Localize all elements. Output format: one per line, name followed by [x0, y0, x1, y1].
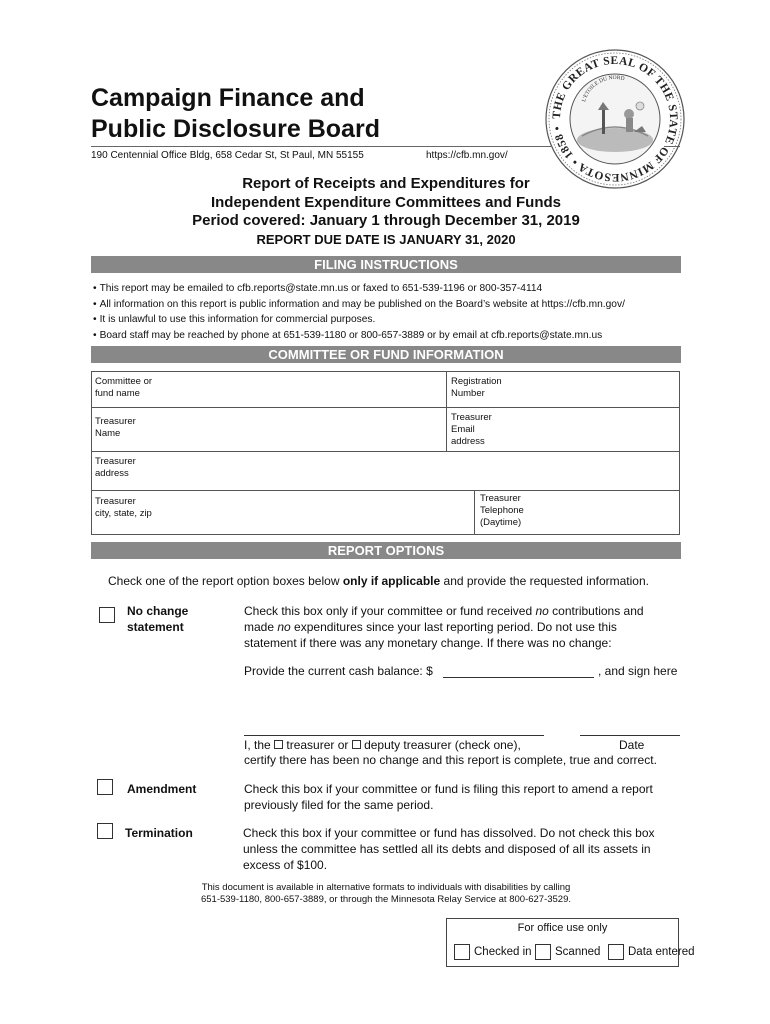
amendment-description: Check this box if your committee or fund is filing this report to amend a report previously filed for the same period. — [244, 782, 653, 812]
office-use-title: For office use only — [517, 922, 608, 934]
due-date: REPORT DUE DATE IS JANUARY 31, 2020 — [256, 232, 516, 247]
treasurer-address-field[interactable] — [180, 454, 676, 487]
checked-in-label: Checked in — [474, 946, 532, 958]
instruction-item: • This report may be emailed to cfb.reports@state.mn.us or faxed to 651-539-1196 or 800-357-4114 — [93, 281, 693, 297]
form-divider — [91, 490, 680, 491]
scanned-checkbox[interactable] — [535, 944, 551, 960]
termination-label: Termination — [125, 826, 193, 840]
date-line[interactable] — [580, 735, 680, 736]
no-change-checkbox[interactable] — [99, 607, 115, 623]
report-title-line1: Report of Receipts and Expenditures for — [242, 175, 530, 192]
form-divider — [91, 451, 680, 452]
committee-name-field[interactable] — [180, 374, 442, 404]
instruction-item: • All information on this report is public information and may be published on the Board’s website at https://cfb.mn.gov/ — [93, 297, 693, 313]
no-change-description: Check this box only if your committee or fund received no contributions and made no expenditures since your last reporting period. Do not use this statement if there was any monetary change. If there was no change: — [244, 604, 644, 650]
treasurer-city-label: Treasurer city, state, zip — [95, 496, 152, 519]
instruction-item: • Board staff may be reached by phone at 651-539-1180 or 800-657-3889 or by email at cfb.reports@state.mn.us — [93, 328, 693, 344]
certify-line2: certify there has been no change and this report is complete, true and correct. — [244, 753, 657, 767]
board-name-line2: Public Disclosure Board — [91, 115, 380, 143]
signature-line[interactable] — [244, 735, 544, 736]
report-options-header: REPORT OPTIONS — [91, 542, 681, 559]
scanned-label: Scanned — [555, 946, 601, 958]
registration-number-label: Registration Number — [451, 376, 502, 399]
cash-balance-field[interactable] — [443, 677, 594, 678]
report-title-line2: Independent Expenditure Committees and Funds — [210, 194, 562, 211]
form-divider — [474, 490, 475, 535]
termination-checkbox[interactable] — [97, 823, 113, 839]
date-label: Date — [619, 738, 645, 752]
deputy-treasurer-checkbox[interactable] — [352, 740, 361, 749]
certify-line1: I, the treasurer or deputy treasurer (check one), — [244, 738, 521, 752]
filing-instructions-list — [93, 281, 693, 343]
treasurer-phone-label: Treasurer Telephone (Daytime) — [480, 493, 524, 528]
period-covered: Period covered: January 1 through December 31, 2019 — [192, 212, 580, 229]
data-entered-label: Data entered — [628, 946, 695, 958]
svg-text:THE GREAT SEAL OF THE STATE OF: THE GREAT SEAL OF THE STATE OF MINNESOTA • 1858 • — [550, 54, 680, 184]
no-change-label: No change statement — [127, 604, 189, 634]
registration-number-field[interactable] — [520, 374, 676, 404]
treasurer-city-field[interactable] — [180, 493, 470, 532]
treasurer-address-label: Treasurer address — [95, 456, 136, 479]
state-seal-icon — [544, 48, 686, 190]
amendment-label: Amendment — [127, 782, 197, 796]
treasurer-email-label: Treasurer Email address — [451, 412, 492, 447]
termination-description: Check this box if your committee or fund has dissolved. Do not check this box unless the committee has settled all its debts and disposed of all its assets in excess of $100. — [243, 826, 655, 872]
form-divider — [91, 407, 680, 408]
board-address: 190 Centennial Office Bldg, 658 Cedar St, St Paul, MN 55155 — [91, 150, 364, 161]
board-website: https://cfb.mn.gov/ — [426, 150, 508, 161]
committee-name-label: Committee or fund name — [95, 376, 153, 399]
data-entered-checkbox[interactable] — [608, 944, 624, 960]
form-divider — [446, 371, 447, 451]
committee-info-header: COMMITTEE OR FUND INFORMATION — [91, 346, 681, 363]
treasurer-name-field[interactable] — [180, 410, 442, 448]
treasurer-name-label: Treasurer Name — [95, 416, 136, 439]
options-intro: Check one of the report option boxes below only if applicable and provide the requested information. — [108, 574, 649, 588]
filing-instructions-header: FILING INSTRUCTIONS — [91, 256, 681, 273]
amendment-checkbox[interactable] — [97, 779, 113, 795]
board-name — [91, 83, 380, 145]
checked-in-checkbox[interactable] — [454, 944, 470, 960]
cash-balance-label: Provide the current cash balance: $ — [244, 664, 433, 678]
board-name-line1: Campaign Finance and — [91, 84, 365, 112]
treasurer-checkbox[interactable] — [274, 740, 283, 749]
accessibility-notice: This document is available in alternative formats to individuals with disabilities by calling 651-539-1180, 800-657-3889, or through the Minnesota Relay Service at 800-627-3529. — [200, 882, 572, 905]
treasurer-email-field[interactable] — [520, 410, 676, 448]
instruction-item: • It is unlawful to use this information for commercial purposes. — [93, 312, 693, 328]
header-rule — [91, 146, 551, 147]
svg-text:L'ETOILE DU NORD: L'ETOILE DU NORD — [581, 74, 626, 103]
treasurer-phone-field[interactable] — [540, 493, 676, 532]
sign-here-label: , and sign here — [598, 664, 678, 678]
